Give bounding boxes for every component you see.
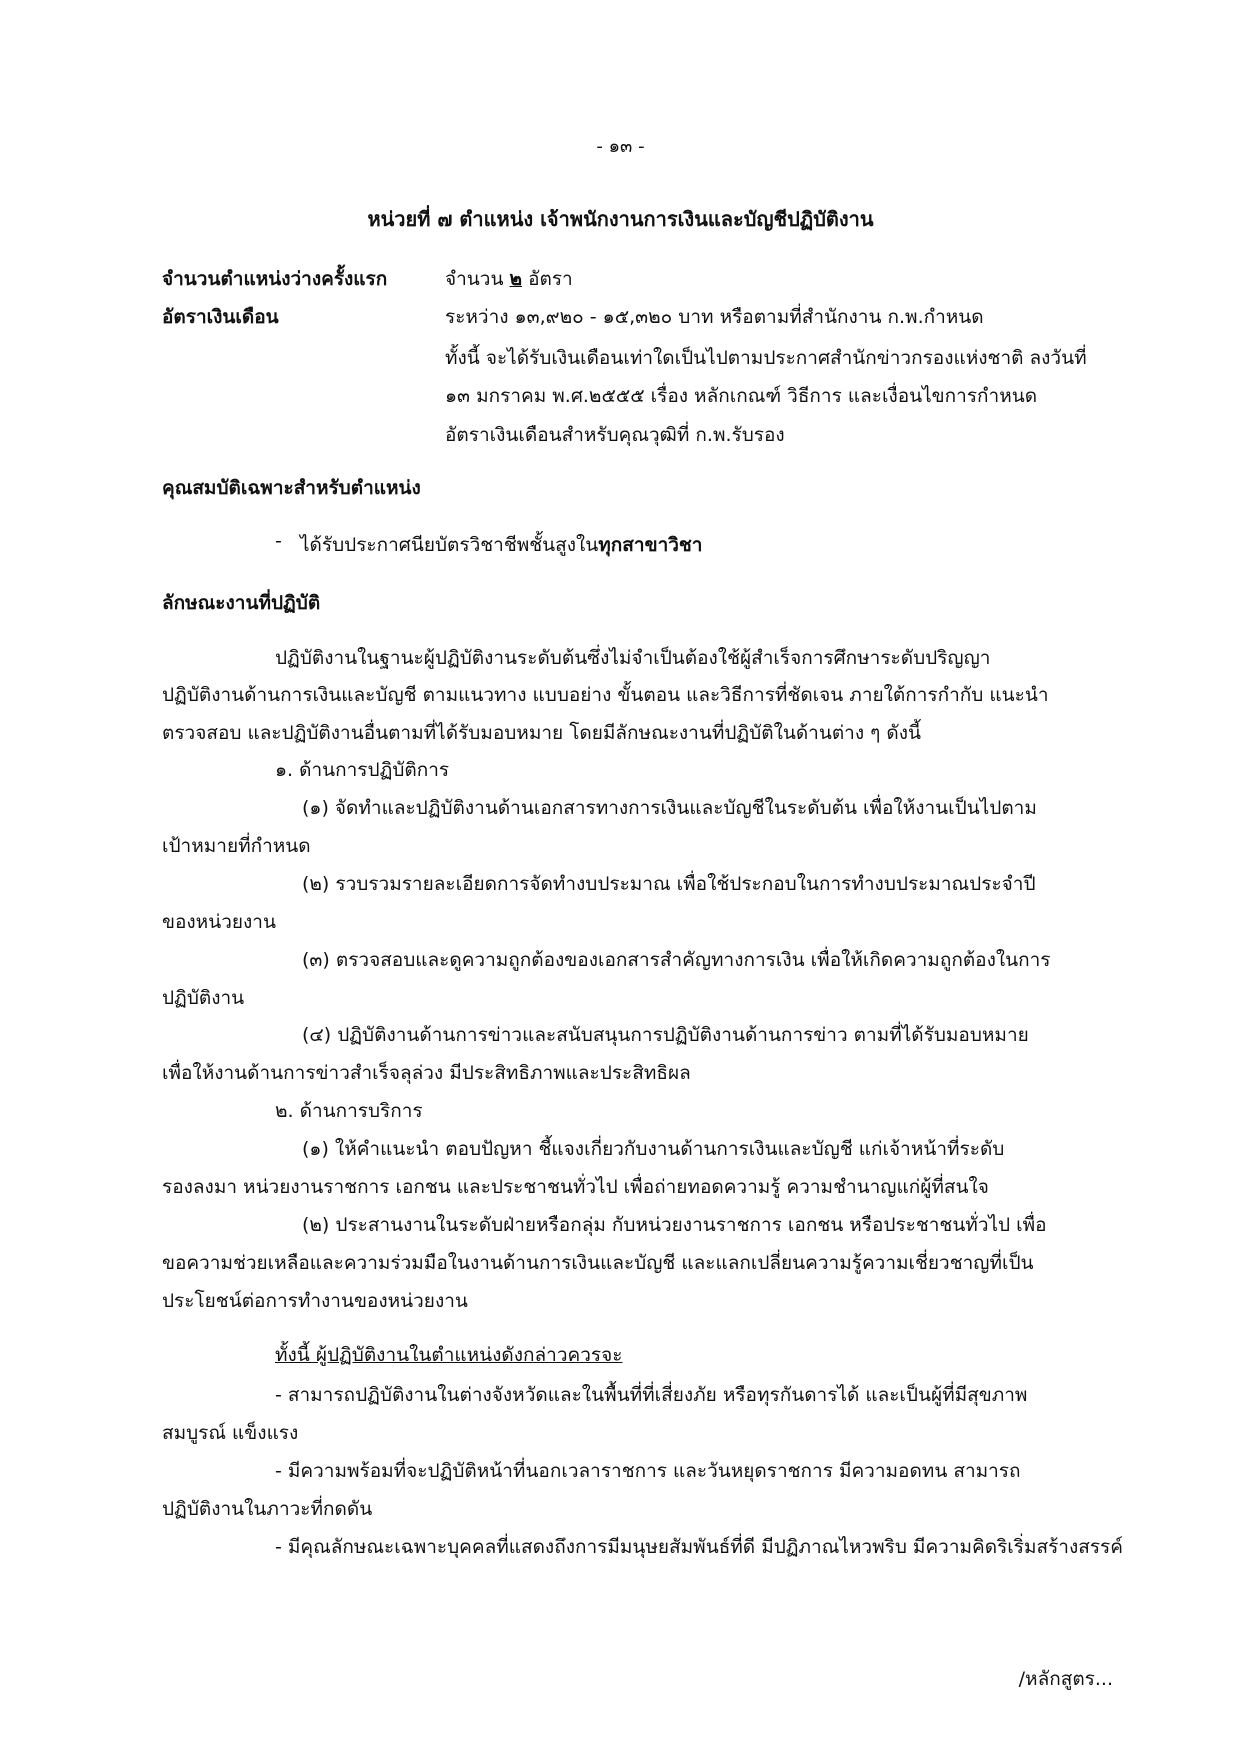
qualification-field: ทุกสาขาวิชา [598,534,703,556]
continuation-note: /หลักสูตร... [1018,1668,1113,1690]
duty-item-continued: ประโยชน์ต่อการทำงานของหน่วยงาน [162,1290,468,1312]
duty-item-continued: เป้าหมายที่กำหนด [162,835,311,857]
section-title-operations: ๑. ด้านการปฏิบัติการ [275,759,450,781]
requirement-item: - มีความพร้อมที่จะปฏิบัติหน้าที่นอกเวลาราชการ และวันหยุดราชการ มีความอดทน สามารถ [275,1460,1021,1482]
positions-value-prefix: จำนวน [445,268,510,290]
duty-item: (๓) ตรวจสอบและดูความถูกต้องของเอกสารสำคัญทางการเงิน เพื่อให้เกิดความถูกต้องในการ [302,949,1051,971]
salary-line: ทั้งนี้ จะได้รับเงินเดือนเท่าใดเป็นไปตามประกาศสำนักข่าวกรองแห่งชาติ ลงวันที่ [445,347,1087,369]
duty-item: (๒) ประสานงานในระดับฝ่ายหรือกลุ่ม กับหน่วยงานราชการ เอกชน หรือประชาชนทั่วไป เพื่อ [302,1214,1047,1236]
duty-item-continued: ปฏิบัติงาน [162,987,245,1009]
duty-item: (๔) ปฏิบัติงานด้านการข่าวและสนับสนุนการปฏิบัติงานด้านการข่าว ตามที่ได้รับมอบหมาย [302,1024,1029,1046]
duty-item: (๑) จัดทำและปฏิบัติงานด้านเอกสารทางการเงินและบัญชีในระดับต้น เพื่อให้งานเป็นไปตาม [302,797,1037,819]
section-title-services: ๒. ด้านการบริการ [275,1100,423,1122]
page-number: - ๑๓ - [596,136,645,157]
duties-intro-line: ปฏิบัติงานในฐานะผู้ปฏิบัติงานระดับต้นซึ่งไม่จำเป็นต้องใช้ผู้สำเร็จการศึกษาระดับปริญญา [275,647,991,669]
positions-value-suffix: อัตรา [522,268,573,290]
salary-line: ๑๓ มกราคม พ.ศ.๒๕๕๕ เรื่อง หลักเกณฑ์ วิธีการ และเงื่อนไขการกำหนด [445,385,1038,407]
positions-count: ๒ [509,268,523,290]
duty-item: (๒) รวบรวมรายละเอียดการจัดทำงบประมาณ เพื่อใช้ประกอบในการทำงบประมาณประจำปี [302,873,1036,895]
salary-line: อัตราเงินเดือนสำหรับคุณวุฒิที่ ก.พ.รับรอง [445,424,785,446]
duty-item-continued: ของหน่วยงาน [162,911,276,933]
requirement-item-continued: ปฏิบัติงานในภาวะที่กดดัน [162,1498,373,1520]
requirement-item: - มีคุณลักษณะเฉพาะบุคคลที่แสดงถึงการมีมนุษยสัมพันธ์ที่ดี มีปฏิภาณไหวพริบ มีความคิดริเริ่มสร้างสรรค์ [275,1536,1123,1558]
duties-intro-line: ปฏิบัติงานด้านการเงินและบัญชี ตามแนวทาง แบบอย่าง ขั้นตอน และวิธีการที่ชัดเจน ภายใต้การกำกับ แนะนำ [162,684,1049,706]
requirements-heading: ทั้งนี้ ผู้ปฏิบัติงานในตำแหน่งดังกล่าวควรจะ [275,1344,623,1366]
qualification-item [300,530,702,560]
salary-label: อัตราเงินเดือน [162,306,279,328]
positions-label: จำนวนตำแหน่งว่างครั้งแรก [162,268,388,290]
duty-item: (๑) ให้คำแนะนำ ตอบปัญหา ชี้แจงเกี่ยวกับงานด้านการเงินและบัญชี แก่เจ้าหน้าที่ระดับ [302,1138,1005,1160]
qualification-text: ได้รับประกาศนียบัตรวิชาชีพชั้นสูงใน [300,534,599,556]
requirement-item-continued: สมบูรณ์ แข็งแรง [162,1422,299,1444]
qualifications-heading: คุณสมบัติเฉพาะสำหรับตำแหน่ง [162,477,421,499]
page-title: หน่วยที่ ๗ ตำแหน่ง เจ้าพนักงานการเงินและบัญชีปฏิบัติงาน [367,207,874,231]
duties-intro-line: ตรวจสอบ และปฏิบัติงานอื่นตามที่ได้รับมอบหมาย โดยมีลักษณะงานที่ปฏิบัติในด้านต่าง ๆ ดังนี้ [162,722,922,744]
requirement-item: - สามารถปฏิบัติงานในต่างจังหวัดและในพื้นที่ที่เสี่ยงภัย หรือทุรกันดารได้ และเป็นผู้ที่มีสุขภาพ [275,1384,1028,1406]
duty-item-continued: ขอความช่วยเหลือและความร่วมมือในงานด้านการเงินและบัญชี และแลกเปลี่ยนความรู้ความเชี่ยวชาญที่เป็น [162,1252,1034,1274]
duty-item-continued: รองลงมา หน่วยงานราชการ เอกชน และประชาชนทั่วไป เพื่อถ่ายทอดความรู้ ความชำนาญแก่ผู้ที่สนใจ [162,1176,989,1198]
qualification-bullet: - [275,530,282,552]
duty-item-continued: เพื่อให้งานด้านการข่าวสำเร็จลุล่วง มีประสิทธิภาพและประสิทธิผล [162,1062,691,1084]
duties-heading: ลักษณะงานที่ปฏิบัติ [162,592,321,614]
positions-value [445,264,573,294]
salary-line: ระหว่าง ๑๓,๙๒๐ - ๑๕,๓๒๐ บาท หรือตามที่สำนักงาน ก.พ.กำหนด [445,306,984,328]
